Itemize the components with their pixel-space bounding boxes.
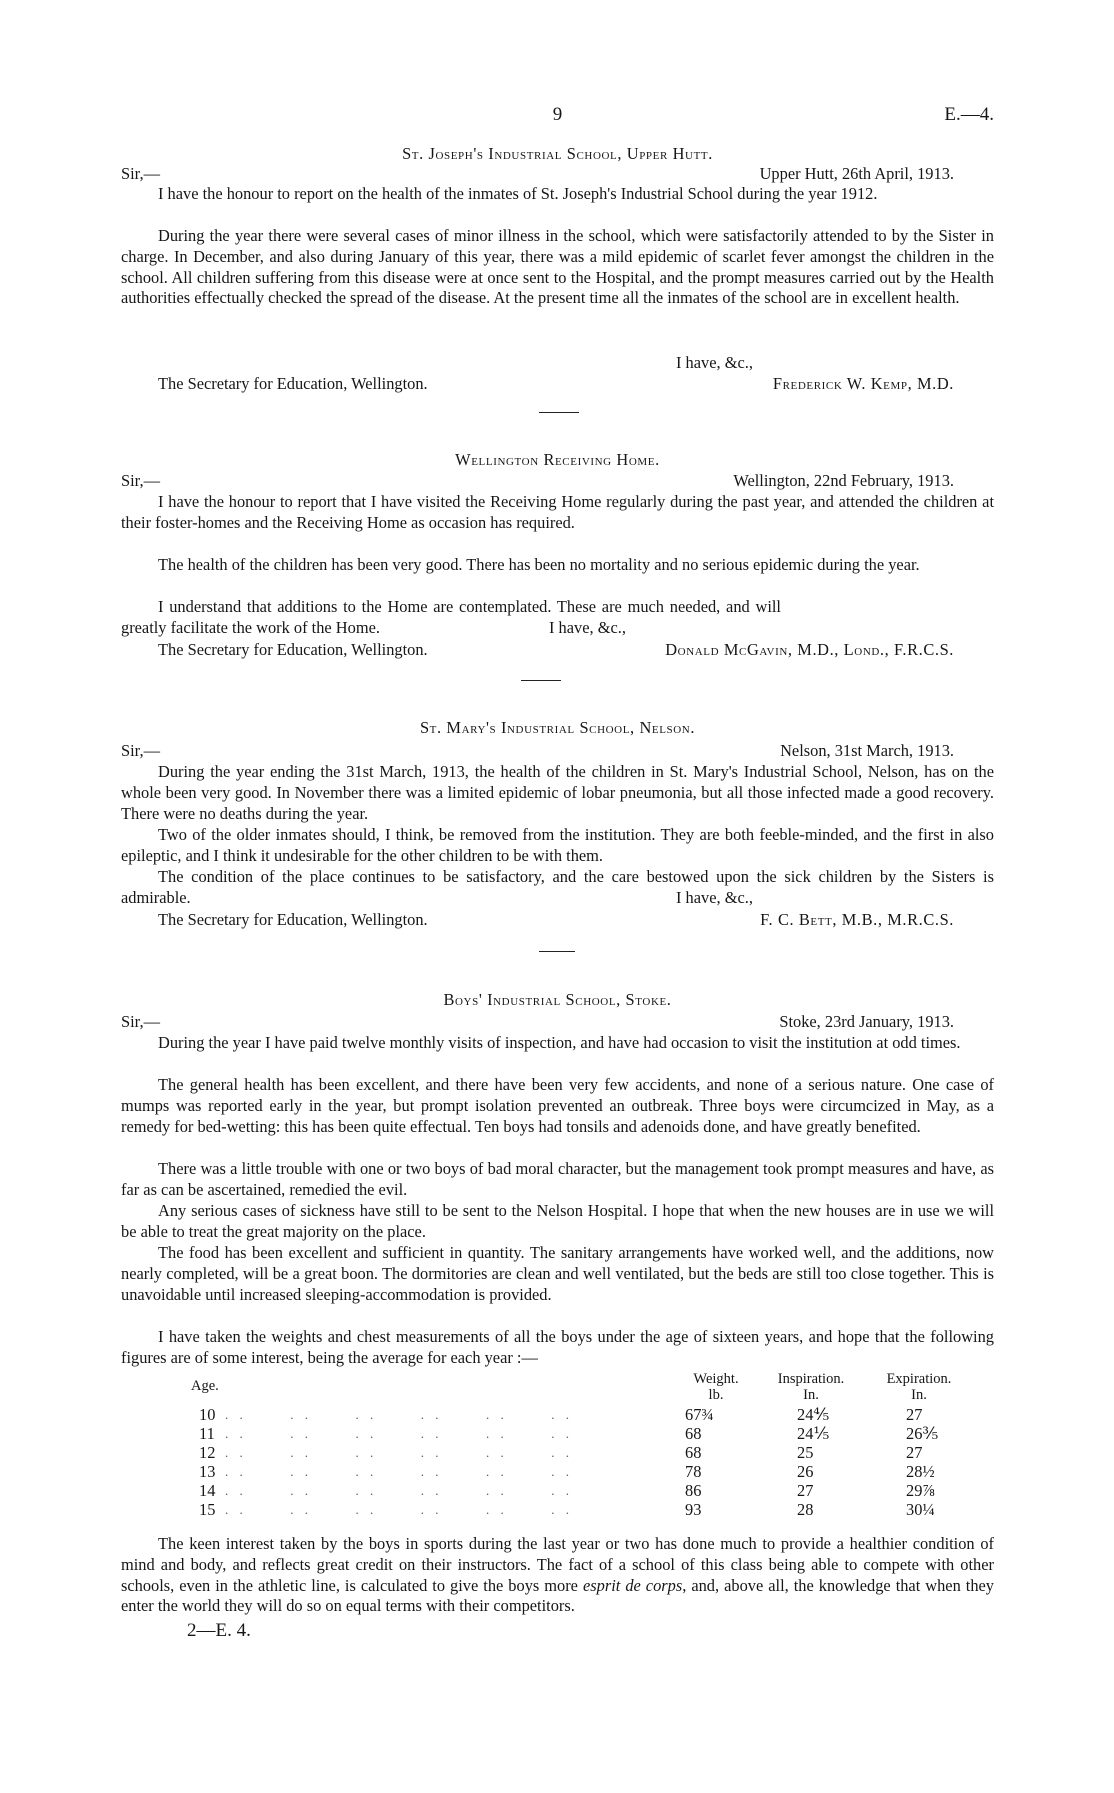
- paragraph: Two of the older inmates should, I think, be removed from the institution. They are both feeble-minded, and the first in also epileptic, and I think it undesirable for the other children to be with them.: [121, 825, 994, 865]
- table-header-inspiration: Inspiration.: [777, 1371, 845, 1387]
- table-row: [121, 1500, 994, 1519]
- place-date: Nelson, 31st March, 1913.: [780, 741, 954, 760]
- cell-inspiration: 25: [797, 1443, 814, 1462]
- cell-age: 12: [199, 1443, 216, 1462]
- table-header-inspiration-unit: In.: [803, 1387, 819, 1403]
- signature: F. C. Bett, M.B., M.R.C.S.: [760, 910, 954, 929]
- table-row: [121, 1443, 994, 1462]
- paragraph: I have the honour to report that I have visited the Receiving Home regularly during the past year, and attended the children at their foster-homes and the Receiving Home as occasion has required.: [121, 492, 994, 532]
- paragraph: The food has been excellent and sufficient in quantity. The sanitary arrangements have worked well, and the additions, now nearly completed, will be a great boon. The dormitories are clean and well ventilated, but the beds are still too close together. This is unavoidable until increased sleeping-accommodation is provided.: [121, 1243, 994, 1304]
- italic-phrase: esprit de corps: [582, 1575, 683, 1595]
- paragraph: [121, 1534, 994, 1617]
- paragraph: During the year there were several cases of minor illness in the school, which were satisfactorily attended to by the Sister in charge. In December, and also during January of this year, there was a mild epidemic of scarlet fever amongst the children in the school. All children suffering from this disease were at once sent to the Hospital, and the prompt measures carried out by the Health authorities effectually checked the spread of the disease. At the present time all the inmates of the school are in excellent health.: [121, 226, 994, 308]
- paragraph: Any serious cases of sickness have still to be sent to the Nelson Hospital. I hope that when the new houses are in use we will be able to treat the great majority on the place.: [121, 1201, 994, 1241]
- section-divider: [539, 951, 575, 952]
- paragraph: There was a little trouble with one or two boys of bad moral character, but the management took prompt measures and have, as far as can be ascertained, remedied the evil.: [121, 1159, 994, 1199]
- table-row: [121, 1481, 994, 1500]
- cell-weight: 78: [685, 1462, 702, 1481]
- paragraph: I understand that additions to the Home are contemplated. These are much needed, and will greatly facilitate the work of the Home.: [121, 597, 781, 637]
- cell-expiration: 26⅗: [906, 1424, 939, 1443]
- cell-age: 15: [199, 1500, 216, 1519]
- cell-expiration: 27: [906, 1405, 923, 1424]
- place-date: Wellington, 22nd February, 1913.: [733, 471, 954, 490]
- series-number: E.—4.: [944, 104, 994, 125]
- cell-inspiration: 28: [797, 1500, 814, 1519]
- leader-dots: . . . . . . . . . . . .: [225, 1483, 573, 1498]
- closing: I have, &c.,: [676, 888, 753, 907]
- paragraph: During the year ending the 31st March, 1913, the health of the children in St. Mary's Industrial School, Nelson, has on the whole been very good. In November there was a limited epidemic of lobar pneumonia, but all those infected made a good recovery. There were no deaths during the year.: [121, 762, 994, 823]
- paragraph: I have the honour to report on the health of the inmates of St. Joseph's Industrial School during the year 1912.: [158, 184, 878, 203]
- cell-inspiration: 24⅕: [797, 1424, 830, 1443]
- place-date: Upper Hutt, 26th April, 1913.: [759, 164, 954, 183]
- footer-signature-mark: 2—E. 4.: [187, 1620, 251, 1641]
- cell-inspiration: 27: [797, 1481, 814, 1500]
- paragraph-text: The keen interest taken by the boys in sports during the last year or two has done much to provide a healthier condition of mind and body, and reflects great credit on their instructors. The fact of a school of this class being able to compete with other schools, even in the athletic line, is calculated to give the boys more: [121, 1534, 994, 1595]
- cell-expiration: 29⅞: [906, 1481, 935, 1500]
- document-page: [121, 0, 994, 1793]
- leader-dots: . . . . . . . . . . . .: [225, 1407, 573, 1422]
- addressee: The Secretary for Education, Wellington.: [158, 910, 428, 929]
- table-header-weight: Weight.: [693, 1371, 739, 1387]
- salutation: Sir,—: [121, 1012, 160, 1031]
- paragraph: The health of the children has been very good. There has been no mortality and no serious epidemic during the year.: [158, 555, 920, 574]
- cell-age: 14: [199, 1481, 216, 1500]
- page-number: 9: [552, 104, 563, 125]
- signature: Donald McGavin, M.D., Lond., F.R.C.S.: [665, 640, 954, 659]
- section-title-st-josephs: St. Joseph's Industrial School, Upper Hutt.: [402, 144, 713, 163]
- paragraph: I have taken the weights and chest measurements of all the boys under the age of sixteen years, and hope that the following figures are of some interest, being the average for each year :—: [121, 1327, 994, 1367]
- cell-weight: 68: [685, 1424, 702, 1443]
- table-header-age: Age.: [191, 1378, 219, 1394]
- table-row: [121, 1424, 994, 1443]
- cell-weight: 68: [685, 1443, 702, 1462]
- closing: I have, &c.,: [676, 353, 753, 372]
- salutation: Sir,—: [121, 741, 160, 760]
- leader-dots: . . . . . . . . . . . .: [225, 1445, 573, 1460]
- cell-expiration: 28½: [906, 1462, 935, 1481]
- paragraph: The condition of the place continues to be satisfactory, and the care bestowed upon the sick children by the Sisters is admirable.: [121, 867, 994, 907]
- section-divider: [539, 412, 579, 413]
- table-header-expiration: Expiration.: [886, 1371, 952, 1387]
- cell-weight: 67¾: [685, 1405, 714, 1424]
- addressee: The Secretary for Education, Wellington.: [158, 640, 428, 659]
- cell-expiration: 27: [906, 1443, 923, 1462]
- cell-age: 10: [199, 1405, 216, 1424]
- table-row: [121, 1462, 994, 1481]
- paragraph: The general health has been excellent, and there have been very few accidents, and none of a serious nature. One case of mumps was reported early in the year, but prompt isolation prevented an outbreak. Three boys were circumcized in May, as a remedy for bed-wetting: this has been quite effectual. Ten boys had tonsils and adenoids done, and have greatly benefited.: [121, 1075, 994, 1136]
- table-header-weight-unit: lb.: [708, 1387, 724, 1403]
- table-header-expiration-unit: In.: [911, 1387, 927, 1403]
- table-row: [121, 1405, 994, 1424]
- place-date: Stoke, 23rd January, 1913.: [779, 1012, 954, 1031]
- section-title-st-marys: St. Mary's Industrial School, Nelson.: [419, 718, 696, 737]
- cell-weight: 93: [685, 1500, 702, 1519]
- salutation: Sir,—: [121, 471, 160, 490]
- section-title-boys-stoke: Boys' Industrial School, Stoke.: [443, 990, 672, 1009]
- leader-dots: . . . . . . . . . . . .: [225, 1426, 573, 1441]
- closing: I have, &c.,: [549, 618, 626, 637]
- paragraph-text: , and, above all, the knowledge that when they enter the world they will do so on equal terms with their competitors.: [121, 1575, 995, 1616]
- section-divider: [521, 680, 561, 681]
- signature: Frederick W. Kemp, M.D.: [772, 374, 954, 393]
- leader-dots: . . . . . . . . . . . .: [225, 1464, 573, 1479]
- paragraph: During the year I have paid twelve monthly visits of inspection, and have had occasion to visit the institution at odd times.: [158, 1033, 961, 1052]
- section-title-wellington: Wellington Receiving Home.: [455, 450, 660, 469]
- cell-weight: 86: [685, 1481, 702, 1500]
- leader-dots: . . . . . . . . . . . .: [225, 1502, 573, 1517]
- cell-age: 13: [199, 1462, 216, 1481]
- salutation: Sir,—: [121, 164, 160, 183]
- cell-inspiration: 26: [797, 1462, 814, 1481]
- cell-expiration: 30¼: [906, 1500, 935, 1519]
- cell-inspiration: 24⅘: [797, 1405, 830, 1424]
- cell-age: 11: [199, 1424, 215, 1443]
- addressee: The Secretary for Education, Wellington.: [158, 374, 428, 393]
